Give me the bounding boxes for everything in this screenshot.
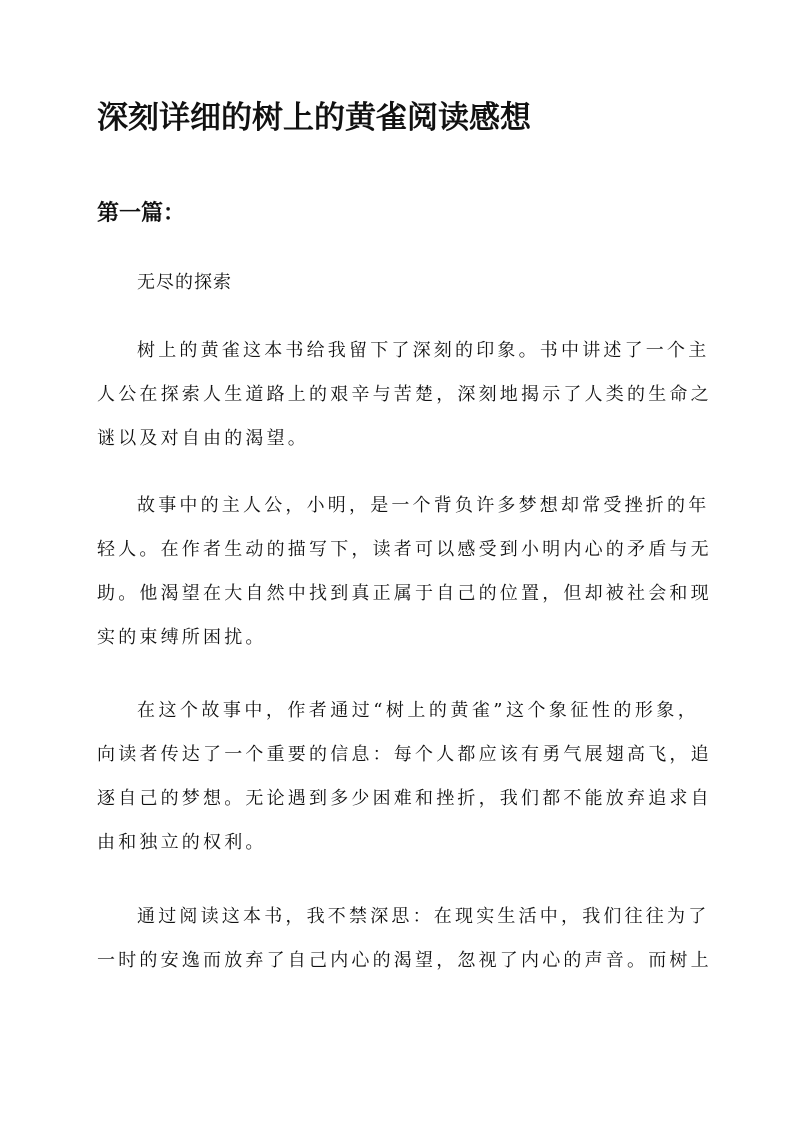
paragraph-line: 一时的安逸而放弃了自己内心的渴望，忽视了内心的声音。而树上 [97,950,712,971]
paragraph-line: 通过阅读这本书，我不禁深思：在现实生活中，我们往往为了 [137,906,710,927]
paragraph-4 [97,895,712,983]
paragraph-line: 逐自己的梦想。无论遇到多少困难和挫折，我们都不能放弃追求自 [97,788,712,809]
paragraph-line: 谜以及对自由的渴望。 [97,428,309,449]
paragraph-2 [97,484,712,660]
paragraph-line: 树上的黄雀这本书给我留下了深刻的印象。书中讲述了一个主 [137,340,710,361]
paragraph-line: 由和独立的权利。 [97,832,267,853]
document-title: 深刻详细的树上的黄雀阅读感想 [97,100,531,136]
paragraph-3 [97,689,712,865]
paragraph-line: 助。他渴望在大自然中找到真正属于自己的位置，但却被社会和现 [97,583,712,604]
paragraph-line: 向读者传达了一个重要的信息：每个人都应该有勇气展翅高飞，追 [97,744,712,765]
paragraph-line: 轻人。在作者生动的描写下，读者可以感受到小明内心的矛盾与无 [97,539,712,560]
paragraph-line: 实的束缚所困扰。 [97,627,267,648]
section-subtitle: 无尽的探索 [137,272,232,293]
section-heading: 第一篇： [97,200,186,226]
paragraph-1 [97,329,712,461]
paragraph-line: 在这个故事中，作者通过“树上的黄雀”这个象征性的形象， [137,700,699,721]
paragraph-line: 人公在探索人生道路上的艰辛与苦楚，深刻地揭示了人类的生命之 [97,384,712,405]
paragraph-line: 故事中的主人公，小明，是一个背负许多梦想却常受挫折的年 [137,495,710,516]
